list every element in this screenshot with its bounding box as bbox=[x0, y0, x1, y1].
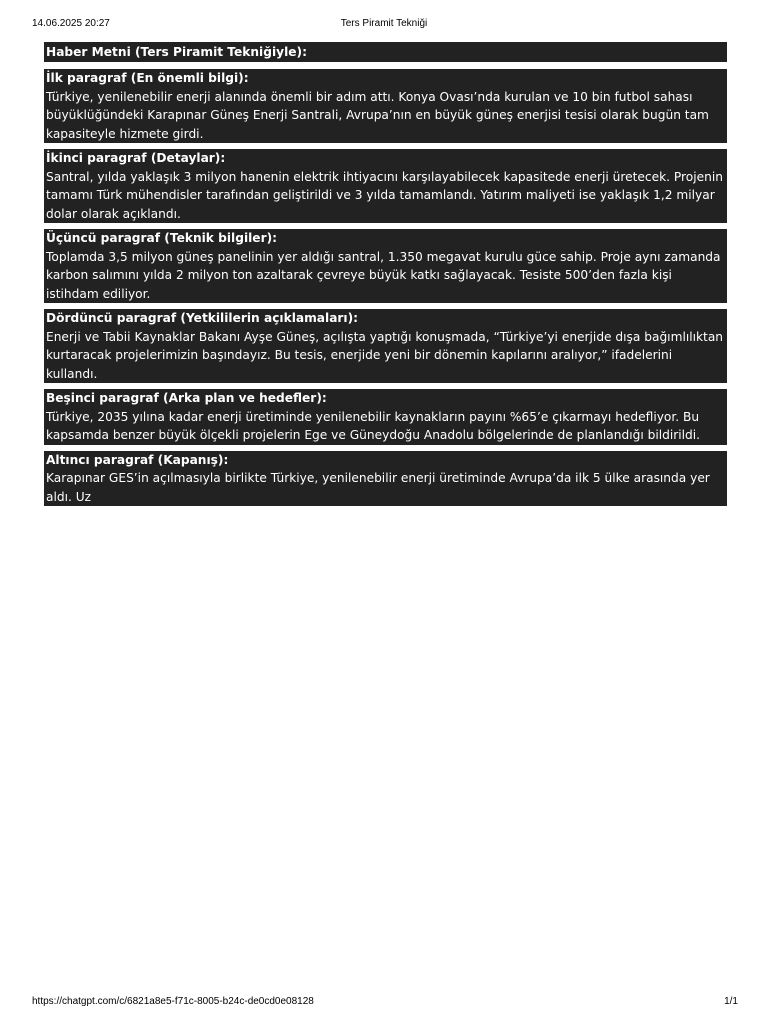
paragraph-heading: İlk paragraf (En önemli bilgi): bbox=[46, 71, 249, 85]
paragraph-text: Santral, yılda yaklaşık 3 milyon hanenin elektrik ihtiyacını karşılayabilecek kapasitede enerji üretecek. Projenin tamamı Türk mühendisler tarafından geliştirildi ve 3 yılda tamamlandı. Yatırım maliyeti ise yaklaşık 1,2 milyar dolar olarak açıklandı. bbox=[46, 169, 723, 221]
print-date: 14.06.2025 20:27 bbox=[32, 18, 110, 29]
article-title: Haber Metni (Ters Piramit Tekniğiyle): bbox=[46, 45, 307, 59]
paragraph-heading: Üçüncü paragraf (Teknik bilgiler): bbox=[46, 231, 278, 245]
article-content bbox=[44, 42, 727, 512]
article-title-block bbox=[44, 42, 727, 62]
paragraph-heading: Beşinci paragraf (Arka plan ve hedefler): bbox=[46, 391, 327, 405]
paragraph-text: Toplamda 3,5 milyon güneş panelinin yer aldığı santral, 1.350 megavat kurulu güce sahip. Proje aynı zamanda karbon salımını yılda 2 milyon ton azaltarak çevreye büyük katkı sağlayacak. Tesiste 500’den fazla kişi istihdam ediliyor. bbox=[46, 249, 721, 301]
paragraph-text: Karapınar GES’in açılmasıyla birlikte Türkiye, yenilenebilir enerji üretiminde Avrupa’da ilk 5 ülke arasında yer aldı. Uz bbox=[46, 471, 710, 504]
print-page-title: Ters Piramit Tekniği bbox=[340, 18, 428, 29]
paragraph-block-1 bbox=[44, 69, 727, 143]
paragraph-block-4 bbox=[44, 309, 727, 383]
print-footer bbox=[32, 995, 738, 1009]
paragraph-text: Türkiye, yenilenebilir enerji alanında önemli bir adım attı. Konya Ovası’nda kurulan ve 10 bin futbol sahası büyüklüğündeki Karapınar Güneş Enerji Santrali, Avrupa’nın en büyük güneş enerjisi tesisi olarak bugün tam kapasiteyle hizmete girdi. bbox=[46, 89, 709, 141]
paragraph-heading: Altıncı paragraf (Kapanış): bbox=[46, 452, 229, 467]
paragraph-text: Enerji ve Tabii Kaynaklar Bakanı Ayşe Güneş, açılışta yaptığı konuşmada, “Türkiye’yi enerjide dışa bağımlılıktan kurtaracak projelerimizin başındayız. Bu tesis, enerjide yeni bir dönemin kapılarını aralıyor,” ifadelerini kullandı. bbox=[46, 329, 724, 381]
paragraph-text: Türkiye, 2035 yılına kadar enerji üretiminde yenilenebilir kaynakların payını %65’e çıkarmayı hedefliyor. Bu kapsamda benzer büyük ölçekli projelerin Ege ve Güneydoğu Anadolu bölgelerinde de planlandığı bildirildi. bbox=[46, 409, 701, 442]
paragraph-block-2 bbox=[44, 149, 727, 223]
paragraph-block-6 bbox=[44, 451, 727, 507]
paragraph-block-3 bbox=[44, 229, 727, 303]
paragraph-heading: İkinci paragraf (Detaylar): bbox=[46, 151, 226, 165]
print-header bbox=[32, 17, 736, 31]
paragraph-block-5 bbox=[44, 389, 727, 445]
paragraph-heading: Dördüncü paragraf (Yetkililerin açıklamaları): bbox=[46, 311, 359, 325]
print-url: https://chatgpt.com/c/6821a8e5-f71c-8005-b24c-de0cd0e08128 bbox=[32, 996, 314, 1007]
print-page-number: 1/1 bbox=[724, 996, 738, 1007]
